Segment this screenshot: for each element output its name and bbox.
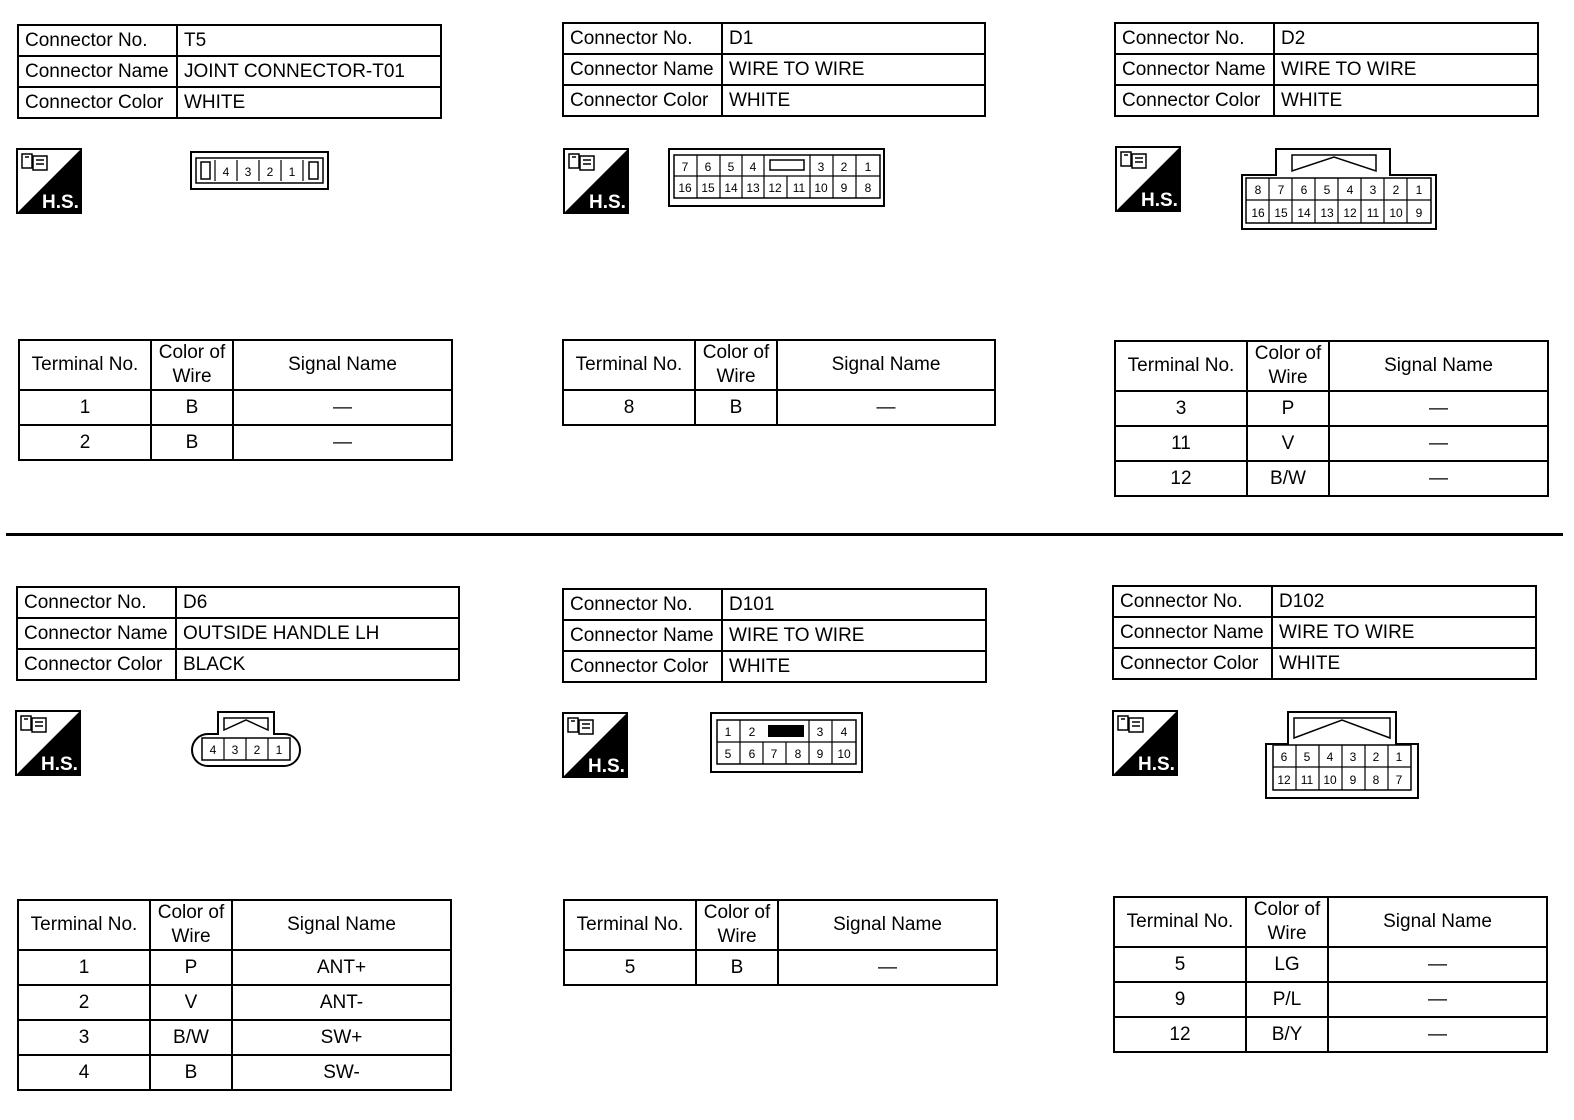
pin-label: 7 [1277, 183, 1285, 197]
pin-label: 1 [724, 725, 732, 739]
connector-face-diagram [1264, 710, 1420, 800]
pin-label: 8 [1372, 773, 1380, 787]
pin-label: 5 [1303, 750, 1311, 764]
connector-color-label: Connector Color [1115, 85, 1274, 116]
pin-label: 1 [864, 160, 872, 174]
wire-color-header: Color of Wire [695, 340, 777, 390]
table-row: 5 B — [564, 950, 997, 985]
terminal-no-header: Terminal No. [1114, 897, 1246, 947]
table-row: 5 LG — [1114, 947, 1547, 982]
connector-no-label: Connector No. [17, 587, 176, 618]
terminal-table [17, 899, 452, 1091]
pin-label: 12 [1343, 206, 1357, 220]
pin-label: 6 [1280, 750, 1288, 764]
harness-side-icon [562, 712, 628, 778]
connector-color-label: Connector Color [17, 649, 176, 680]
pin-label: 3 [816, 725, 824, 739]
signal-name-header: Signal Name [233, 340, 452, 390]
connector-no-label: Connector No. [18, 25, 177, 56]
pin-label: 11 [792, 181, 806, 195]
connector-name-value: JOINT CONNECTOR-T01 [177, 56, 441, 87]
connector-no-label: Connector No. [563, 23, 722, 54]
pin-label: 13 [746, 181, 760, 195]
connector-name-label: Connector Name [563, 620, 722, 651]
connector-info-table [562, 22, 986, 117]
wire-color-header: Color of Wire [696, 900, 778, 950]
terminal-no-header: Terminal No. [564, 900, 696, 950]
connector-color-value: WHITE [1274, 85, 1538, 116]
terminal-table [1114, 340, 1549, 497]
connector-name-value: WIRE TO WIRE [1274, 54, 1538, 85]
connector-name-label: Connector Name [18, 56, 177, 87]
connector-face-diagram [190, 151, 330, 191]
harness-side-icon [16, 148, 82, 214]
connector-color-value: WHITE [177, 87, 441, 118]
pin-label: 16 [1251, 206, 1265, 220]
pin-label: 3 [231, 743, 239, 757]
harness-side-icon [563, 148, 629, 214]
pin-label: 1 [275, 743, 283, 757]
pin-label: 1 [1395, 750, 1403, 764]
terminal-table [18, 339, 453, 461]
hs-label: H.S. [1141, 190, 1178, 211]
pin-label: 15 [701, 181, 715, 195]
connector-color-value: WHITE [1272, 648, 1536, 679]
connector-face-diagram [184, 710, 308, 768]
hs-label: H.S. [1138, 754, 1175, 775]
pin-label: 8 [864, 181, 872, 195]
signal-name-header: Signal Name [1329, 341, 1548, 391]
table-row: 12 B/Y — [1114, 1017, 1547, 1052]
pin-label: 9 [1349, 773, 1357, 787]
pin-label: 2 [266, 165, 274, 179]
table-row: 2 B — [19, 425, 452, 460]
pin-label: 4 [1326, 750, 1334, 764]
pin-label: 14 [724, 181, 738, 195]
table-row: 2 V ANT- [18, 985, 451, 1020]
pin-label: 13 [1320, 206, 1334, 220]
connector-name-value: WIRE TO WIRE [1272, 617, 1536, 648]
pin-label: 11 [1366, 206, 1380, 220]
pin-label: 14 [1297, 206, 1311, 220]
connector-name-label: Connector Name [17, 618, 176, 649]
wire-color-header: Color of Wire [151, 340, 233, 390]
connector-color-value: WHITE [722, 85, 985, 116]
connector-info-table [16, 586, 460, 681]
connector-info-table [17, 24, 442, 119]
pin-label: 6 [1300, 183, 1308, 197]
pin-label: 9 [1415, 206, 1423, 220]
pin-label: 11 [1300, 773, 1314, 787]
pin-label: 4 [749, 160, 757, 174]
pin-label: 4 [209, 743, 217, 757]
pin-label: 4 [840, 725, 848, 739]
connector-info-table [1112, 585, 1537, 680]
pin-label: 10 [837, 747, 851, 761]
terminal-no-header: Terminal No. [18, 900, 150, 950]
connector-face-diagram [1240, 147, 1438, 231]
signal-name-header: Signal Name [1328, 897, 1547, 947]
table-row: 1 B — [19, 390, 452, 425]
connector-no-value: D1 [722, 23, 985, 54]
table-row: 1 P ANT+ [18, 950, 451, 985]
table-row: 3 B/W SW+ [18, 1020, 451, 1055]
table-row: 8 B — [563, 390, 995, 425]
connector-color-value: BLACK [176, 649, 459, 680]
connector-color-label: Connector Color [1113, 648, 1272, 679]
pin-label: 3 [817, 160, 825, 174]
terminal-table [562, 339, 996, 426]
pin-label: 2 [840, 160, 848, 174]
terminal-no-header: Terminal No. [563, 340, 695, 390]
table-row: 11 V — [1115, 426, 1548, 461]
connector-no-value: T5 [177, 25, 441, 56]
connector-no-label: Connector No. [563, 589, 722, 620]
hs-label: H.S. [589, 192, 626, 213]
pin-label: 4 [222, 165, 230, 179]
signal-name-header: Signal Name [777, 340, 995, 390]
pin-label: 5 [727, 160, 735, 174]
pin-label: 8 [794, 747, 802, 761]
wire-color-header: Color of Wire [1246, 897, 1328, 947]
pin-label: 8 [1254, 183, 1262, 197]
connector-color-label: Connector Color [563, 85, 722, 116]
connector-name-value: OUTSIDE HANDLE LH [176, 618, 459, 649]
pin-label: 7 [681, 160, 689, 174]
pin-label: 6 [704, 160, 712, 174]
pin-label: 3 [1349, 750, 1357, 764]
terminal-table [563, 899, 998, 986]
pin-label: 3 [244, 165, 252, 179]
pin-label: 2 [253, 743, 261, 757]
terminal-no-header: Terminal No. [19, 340, 151, 390]
wire-color-header: Color of Wire [1247, 341, 1329, 391]
pin-label: 2 [748, 725, 756, 739]
pin-label: 7 [770, 747, 778, 761]
pin-label: 1 [1415, 183, 1423, 197]
connector-color-value: WHITE [722, 651, 986, 682]
table-row: 9 P/L — [1114, 982, 1547, 1017]
harness-side-icon [15, 710, 81, 776]
signal-name-header: Signal Name [778, 900, 997, 950]
connector-no-label: Connector No. [1115, 23, 1274, 54]
connector-no-value: D102 [1272, 586, 1536, 617]
pin-label: 3 [1369, 183, 1377, 197]
connector-color-label: Connector Color [563, 651, 722, 682]
connector-info-table [1114, 22, 1539, 117]
pin-label: 10 [1389, 206, 1403, 220]
connector-info-table [562, 588, 987, 683]
connector-no-value: D6 [176, 587, 459, 618]
connector-name-label: Connector Name [1115, 54, 1274, 85]
pin-label: 10 [814, 181, 828, 195]
connector-name-value: WIRE TO WIRE [722, 620, 986, 651]
table-row: 4 B SW- [18, 1055, 451, 1090]
pin-label: 7 [1395, 773, 1403, 787]
pin-label: 12 [768, 181, 782, 195]
pin-label: 2 [1372, 750, 1380, 764]
connector-face-diagram [668, 148, 886, 208]
wire-color-header: Color of Wire [150, 900, 232, 950]
pin-label: 12 [1277, 773, 1291, 787]
pin-label: 9 [816, 747, 824, 761]
connector-name-label: Connector Name [563, 54, 722, 85]
hs-label: H.S. [42, 192, 79, 213]
pin-label: 1 [288, 165, 296, 179]
pin-label: 4 [1346, 183, 1354, 197]
pin-label: 15 [1274, 206, 1288, 220]
section-divider [6, 533, 1563, 536]
pin-label: 5 [724, 747, 732, 761]
terminal-no-header: Terminal No. [1115, 341, 1247, 391]
connector-no-label: Connector No. [1113, 586, 1272, 617]
signal-name-header: Signal Name [232, 900, 451, 950]
connector-name-value: WIRE TO WIRE [722, 54, 985, 85]
pin-label: 16 [678, 181, 692, 195]
pin-label: 5 [1323, 183, 1331, 197]
hs-label: H.S. [588, 756, 625, 777]
harness-side-icon [1115, 146, 1181, 212]
pin-label: 9 [840, 181, 848, 195]
terminal-table [1113, 896, 1548, 1053]
table-row: 3 P — [1115, 391, 1548, 426]
hs-label: H.S. [41, 754, 78, 775]
connector-face-diagram [710, 712, 864, 774]
pin-label: 6 [748, 747, 756, 761]
connector-no-value: D2 [1274, 23, 1538, 54]
connector-no-value: D101 [722, 589, 986, 620]
pin-label: 2 [1392, 183, 1400, 197]
connector-name-label: Connector Name [1113, 617, 1272, 648]
harness-side-icon [1112, 710, 1178, 776]
pin-label: 10 [1323, 773, 1337, 787]
table-row: 12 B/W — [1115, 461, 1548, 496]
connector-color-label: Connector Color [18, 87, 177, 118]
